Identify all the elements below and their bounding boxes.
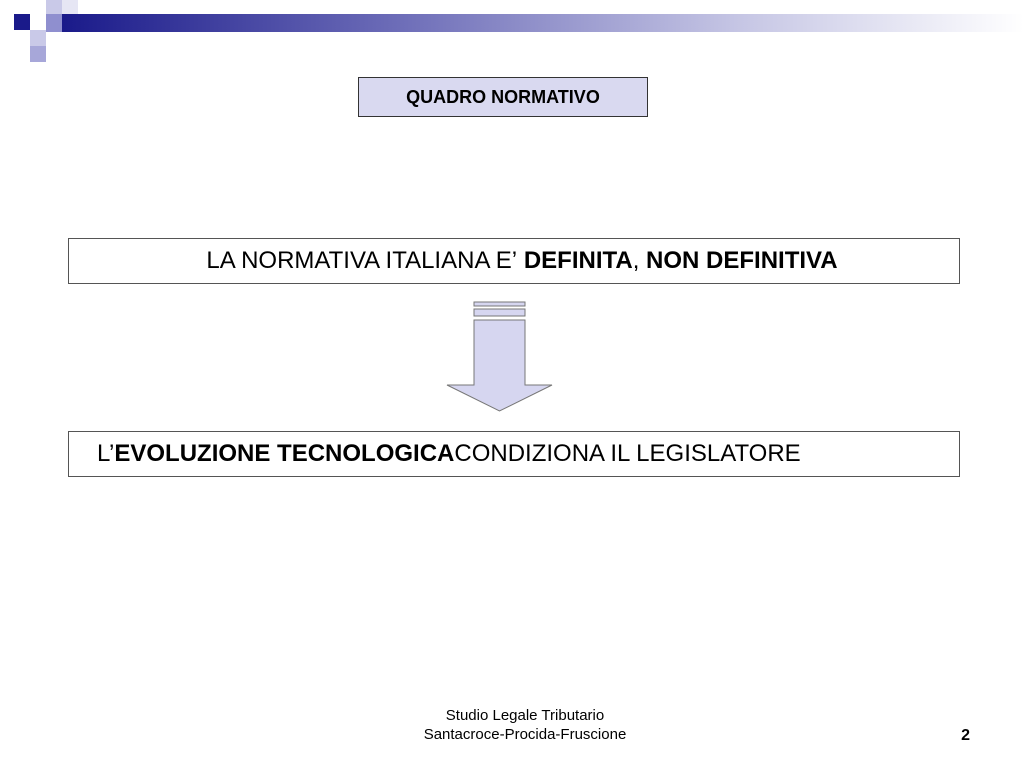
footer-line-1: Studio Legale Tributario bbox=[445, 707, 605, 724]
footer-firm-name bbox=[380, 706, 670, 744]
statement-suffix: CONDIZIONA IL LEGISLATORE bbox=[454, 440, 801, 467]
statement-separator: , bbox=[632, 247, 640, 274]
decor-square bbox=[46, 14, 62, 32]
statement-bold-non-definitiva: NON DEFINITIVA bbox=[646, 247, 838, 274]
header-gradient-bar bbox=[62, 14, 1024, 32]
page-number: 2 bbox=[961, 727, 970, 744]
decor-square bbox=[30, 30, 46, 46]
slide-title: QUADRO NORMATIVO bbox=[358, 77, 648, 117]
footer-line-2: Santacroce-Procida-Fruscione bbox=[423, 726, 627, 743]
decor-square bbox=[30, 46, 46, 62]
statement-bold-evoluzione: EVOLUZIONE TECNOLOGICA bbox=[114, 440, 455, 467]
statement-prefix: L’ bbox=[97, 440, 115, 467]
statement-prefix: LA NORMATIVA ITALIANA E’ bbox=[206, 247, 518, 274]
statement-box-evoluzione bbox=[68, 431, 960, 477]
statement-box-normativa bbox=[68, 238, 960, 284]
decor-square bbox=[62, 0, 78, 14]
statement-bold-definita: DEFINITA bbox=[523, 247, 633, 274]
down-arrow-icon bbox=[440, 298, 556, 414]
decor-square bbox=[46, 0, 62, 14]
decor-square bbox=[14, 14, 30, 30]
